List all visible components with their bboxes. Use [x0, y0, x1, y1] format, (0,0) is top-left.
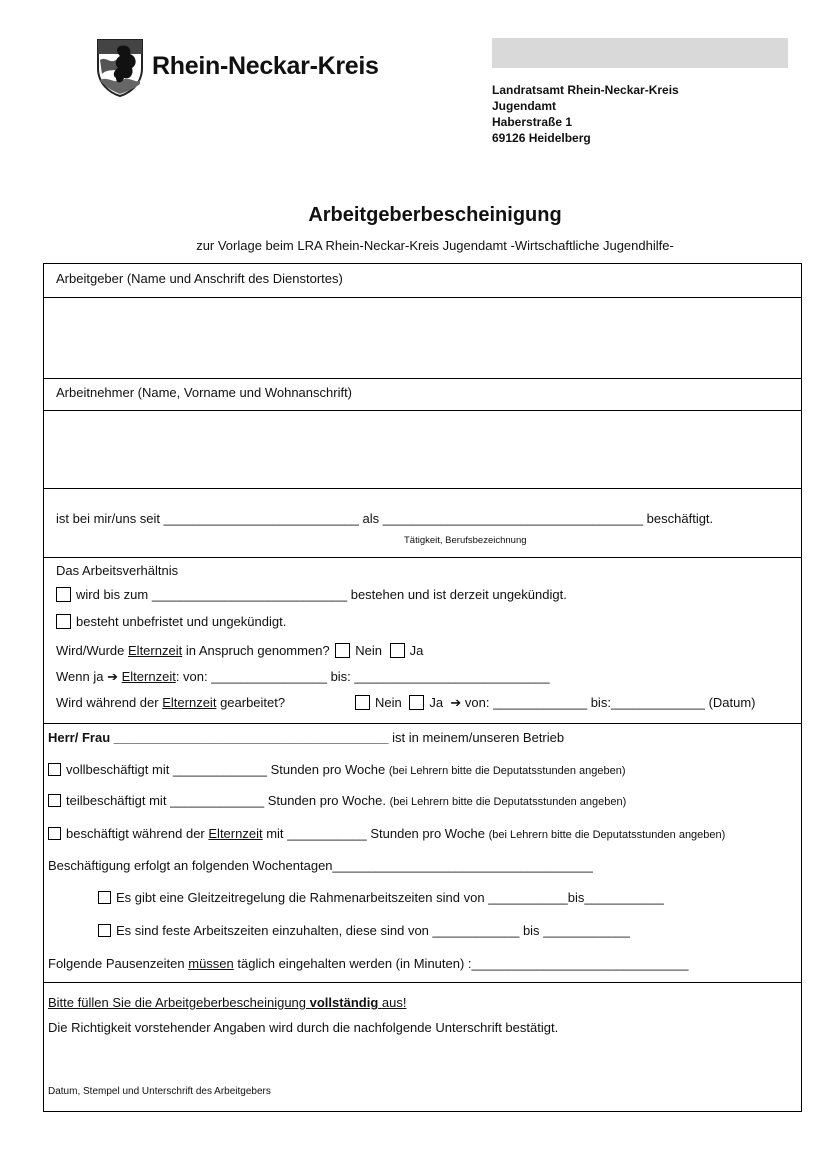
signature-footer: Datum, Stempel und Unterschrift des Arbeitgebers: [48, 1086, 271, 1097]
fulltime-row: [48, 762, 626, 777]
arrow-right-icon: ➔: [450, 695, 462, 710]
fixed-time-from-field[interactable]: ____________: [432, 923, 520, 938]
flextime-from-field[interactable]: ___________: [488, 890, 568, 905]
recipient-address: [492, 82, 679, 146]
option-unlimited: [56, 614, 286, 629]
parental-hours-row: [48, 826, 725, 841]
breaks-prefix: Folgende Pausenzeiten: [48, 956, 185, 971]
weekdays-label: Beschäftigung erfolgt an folgenden Wochentagen: [48, 858, 333, 873]
fixed-time-mid: bis: [522, 923, 540, 938]
work-from-label: von:: [464, 695, 490, 710]
person-row: [48, 730, 564, 745]
work-from-field[interactable]: _____________: [493, 695, 588, 710]
fixed-time-row: [98, 923, 630, 938]
weekdays-field[interactable]: ____________________________________: [332, 858, 593, 873]
start-date-field[interactable]: ___________________________: [163, 511, 359, 526]
to-label: bis:: [330, 669, 351, 684]
arrow-right-icon: ➔: [107, 669, 118, 684]
divider: [43, 410, 802, 411]
employee-label: Arbeitnehmer (Name, Vorname und Wohnanschrift): [56, 385, 353, 400]
parental-yes-checkbox[interactable]: [390, 643, 405, 658]
parental-hours-label: beschäftigt während der: [66, 826, 205, 841]
fixed-time-to-field[interactable]: ____________: [543, 923, 630, 938]
parental-hours-suffix: Stunden pro Woche: [370, 826, 486, 841]
parental-word: Elternzeit: [121, 669, 176, 684]
work-q-suffix: gearbeitet?: [220, 695, 286, 710]
flextime-to-field[interactable]: ___________: [584, 890, 664, 905]
employee-field[interactable]: [46, 413, 798, 486]
notice-prefix: Bitte füllen Sie die Arbeitgeberbescheinigung: [48, 995, 307, 1010]
fulltime-checkbox[interactable]: [48, 763, 61, 776]
weekdays-row: [48, 858, 593, 873]
from-label: : von:: [175, 669, 208, 684]
parental-question: [56, 643, 423, 658]
barcode-field: [492, 38, 788, 68]
divider: [43, 488, 802, 489]
parttime-label: teilbeschäftigt mit: [66, 793, 167, 808]
work-to-field[interactable]: _____________: [610, 695, 705, 710]
parttime-row: [48, 793, 626, 808]
address-line: Jugendamt: [492, 99, 557, 113]
logo-text: Rhein-Neckar-Kreis: [152, 52, 379, 80]
divider: [43, 378, 802, 379]
employment-row: [56, 511, 713, 526]
unlimited-checkbox[interactable]: [56, 614, 71, 629]
parental-yes-label: Ja: [409, 643, 424, 658]
until-suffix: bestehen und ist derzeit ungekündigt.: [350, 587, 567, 602]
unlimited-label: besteht unbefristet und ungekündigt.: [76, 614, 287, 629]
address-line: 69126 Heidelberg: [492, 131, 591, 145]
relationship-title: Das Arbeitsverhältnis: [56, 563, 179, 578]
parental-to-field[interactable]: ___________________________: [354, 669, 550, 684]
fulltime-note: (bei Lehrern bitte die Deputatsstunden angeben): [388, 765, 626, 777]
breaks-row: [48, 956, 688, 971]
work-q-prefix: Wird während der: [56, 695, 159, 710]
divider: [43, 297, 802, 298]
parental-hours-field[interactable]: ___________: [287, 826, 367, 841]
completeness-notice: [48, 995, 406, 1010]
person-suffix: ist in meinem/unseren Betrieb: [392, 730, 565, 745]
parental-word: Elternzeit: [128, 643, 183, 658]
fulltime-suffix: Stunden pro Woche: [270, 762, 386, 777]
parental-no-label: Nein: [355, 643, 383, 658]
breaks-suffix: täglich eingehalten werden (in Minuten) :: [237, 956, 472, 971]
parental-hours-mid: mit: [266, 826, 284, 841]
flextime-checkbox[interactable]: [98, 891, 111, 904]
work-yes-label: Ja: [429, 695, 444, 710]
page-title: Arbeitgeberbescheinigung: [308, 204, 562, 226]
divider: [43, 557, 802, 558]
page-subtitle: zur Vorlage beim LRA Rhein-Neckar-Kreis Jugendamt -Wirtschaftliche Jugendhilfe-: [196, 238, 674, 253]
breaks-field[interactable]: ______________________________: [471, 956, 689, 971]
parttime-note: (bei Lehrern bitte die Deputatsstunden angeben): [389, 796, 627, 808]
confirmation-text: Die Richtigkeit vorstehender Angaben wird durch die nachfolgende Unterschrift bestätigt.: [48, 1020, 559, 1035]
person-label: Herr/ Frau: [48, 730, 111, 745]
employment-suffix: beschäftigt.: [646, 511, 714, 526]
flextime-row: [98, 890, 664, 905]
parental-hours-checkbox[interactable]: [48, 827, 61, 840]
until-checkbox[interactable]: [56, 587, 71, 602]
parental-q-suffix: in Anspruch genommen?: [185, 643, 330, 658]
fixed-time-label: Es sind feste Arbeitszeiten einzuhalten, diese sind von: [116, 923, 429, 938]
work-no-checkbox[interactable]: [355, 695, 370, 710]
parental-no-checkbox[interactable]: [335, 643, 350, 658]
work-answer: [355, 695, 756, 711]
work-to-label: bis:: [590, 695, 611, 710]
parental-period: [56, 669, 550, 685]
work-yes-checkbox[interactable]: [409, 695, 424, 710]
option-until: [56, 587, 567, 602]
address-line: Haberstraße 1: [492, 115, 573, 129]
until-date-field[interactable]: ___________________________: [151, 587, 348, 602]
parttime-hours-field[interactable]: _____________: [170, 793, 265, 808]
fixed-time-checkbox[interactable]: [98, 924, 111, 937]
divider: [43, 723, 802, 724]
if-yes-label: Wenn ja: [56, 669, 104, 684]
parental-q-prefix: Wird/Wurde: [56, 643, 125, 658]
parental-from-field[interactable]: ________________: [211, 669, 327, 684]
date-label: (Datum): [708, 695, 756, 710]
until-label: wird bis zum: [76, 587, 149, 602]
parttime-checkbox[interactable]: [48, 794, 61, 807]
signature-field[interactable]: [46, 1040, 798, 1082]
employer-label: Arbeitgeber (Name und Anschrift des Dienstortes): [56, 271, 343, 286]
parttime-suffix: Stunden pro Woche.: [267, 793, 386, 808]
flextime-mid: bis: [567, 890, 585, 905]
employment-prefix: ist bei mir/uns seit: [56, 511, 161, 526]
divider: [43, 982, 802, 983]
address-line: Landratsamt Rhein-Neckar-Kreis: [492, 83, 679, 97]
job-title-field[interactable]: ____________________________________: [382, 511, 644, 526]
work-no-label: Nein: [375, 695, 402, 710]
person-name-field[interactable]: ______________________________________: [113, 730, 389, 745]
flextime-label: Es gibt eine Gleitzeitregelung die Rahmenarbeitszeiten sind von: [116, 890, 485, 905]
employer-field[interactable]: [46, 300, 798, 376]
work-question: [56, 695, 285, 710]
parental-word: Elternzeit: [162, 695, 217, 710]
fulltime-hours-field[interactable]: _____________: [172, 762, 267, 777]
breaks-must: müssen: [188, 956, 234, 971]
notice-suffix: aus!: [381, 995, 407, 1010]
job-title-hint: Tätigkeit, Berufsbezeichnung: [404, 535, 527, 546]
parental-word: Elternzeit: [208, 826, 263, 841]
notice-bold: vollständig: [309, 995, 379, 1010]
coat-of-arms-icon: [96, 38, 144, 98]
employment-as: als: [362, 511, 380, 526]
parental-hours-note: (bei Lehrern bitte die Deputatsstunden angeben): [488, 829, 726, 841]
fulltime-label: vollbeschäftigt mit: [66, 762, 170, 777]
